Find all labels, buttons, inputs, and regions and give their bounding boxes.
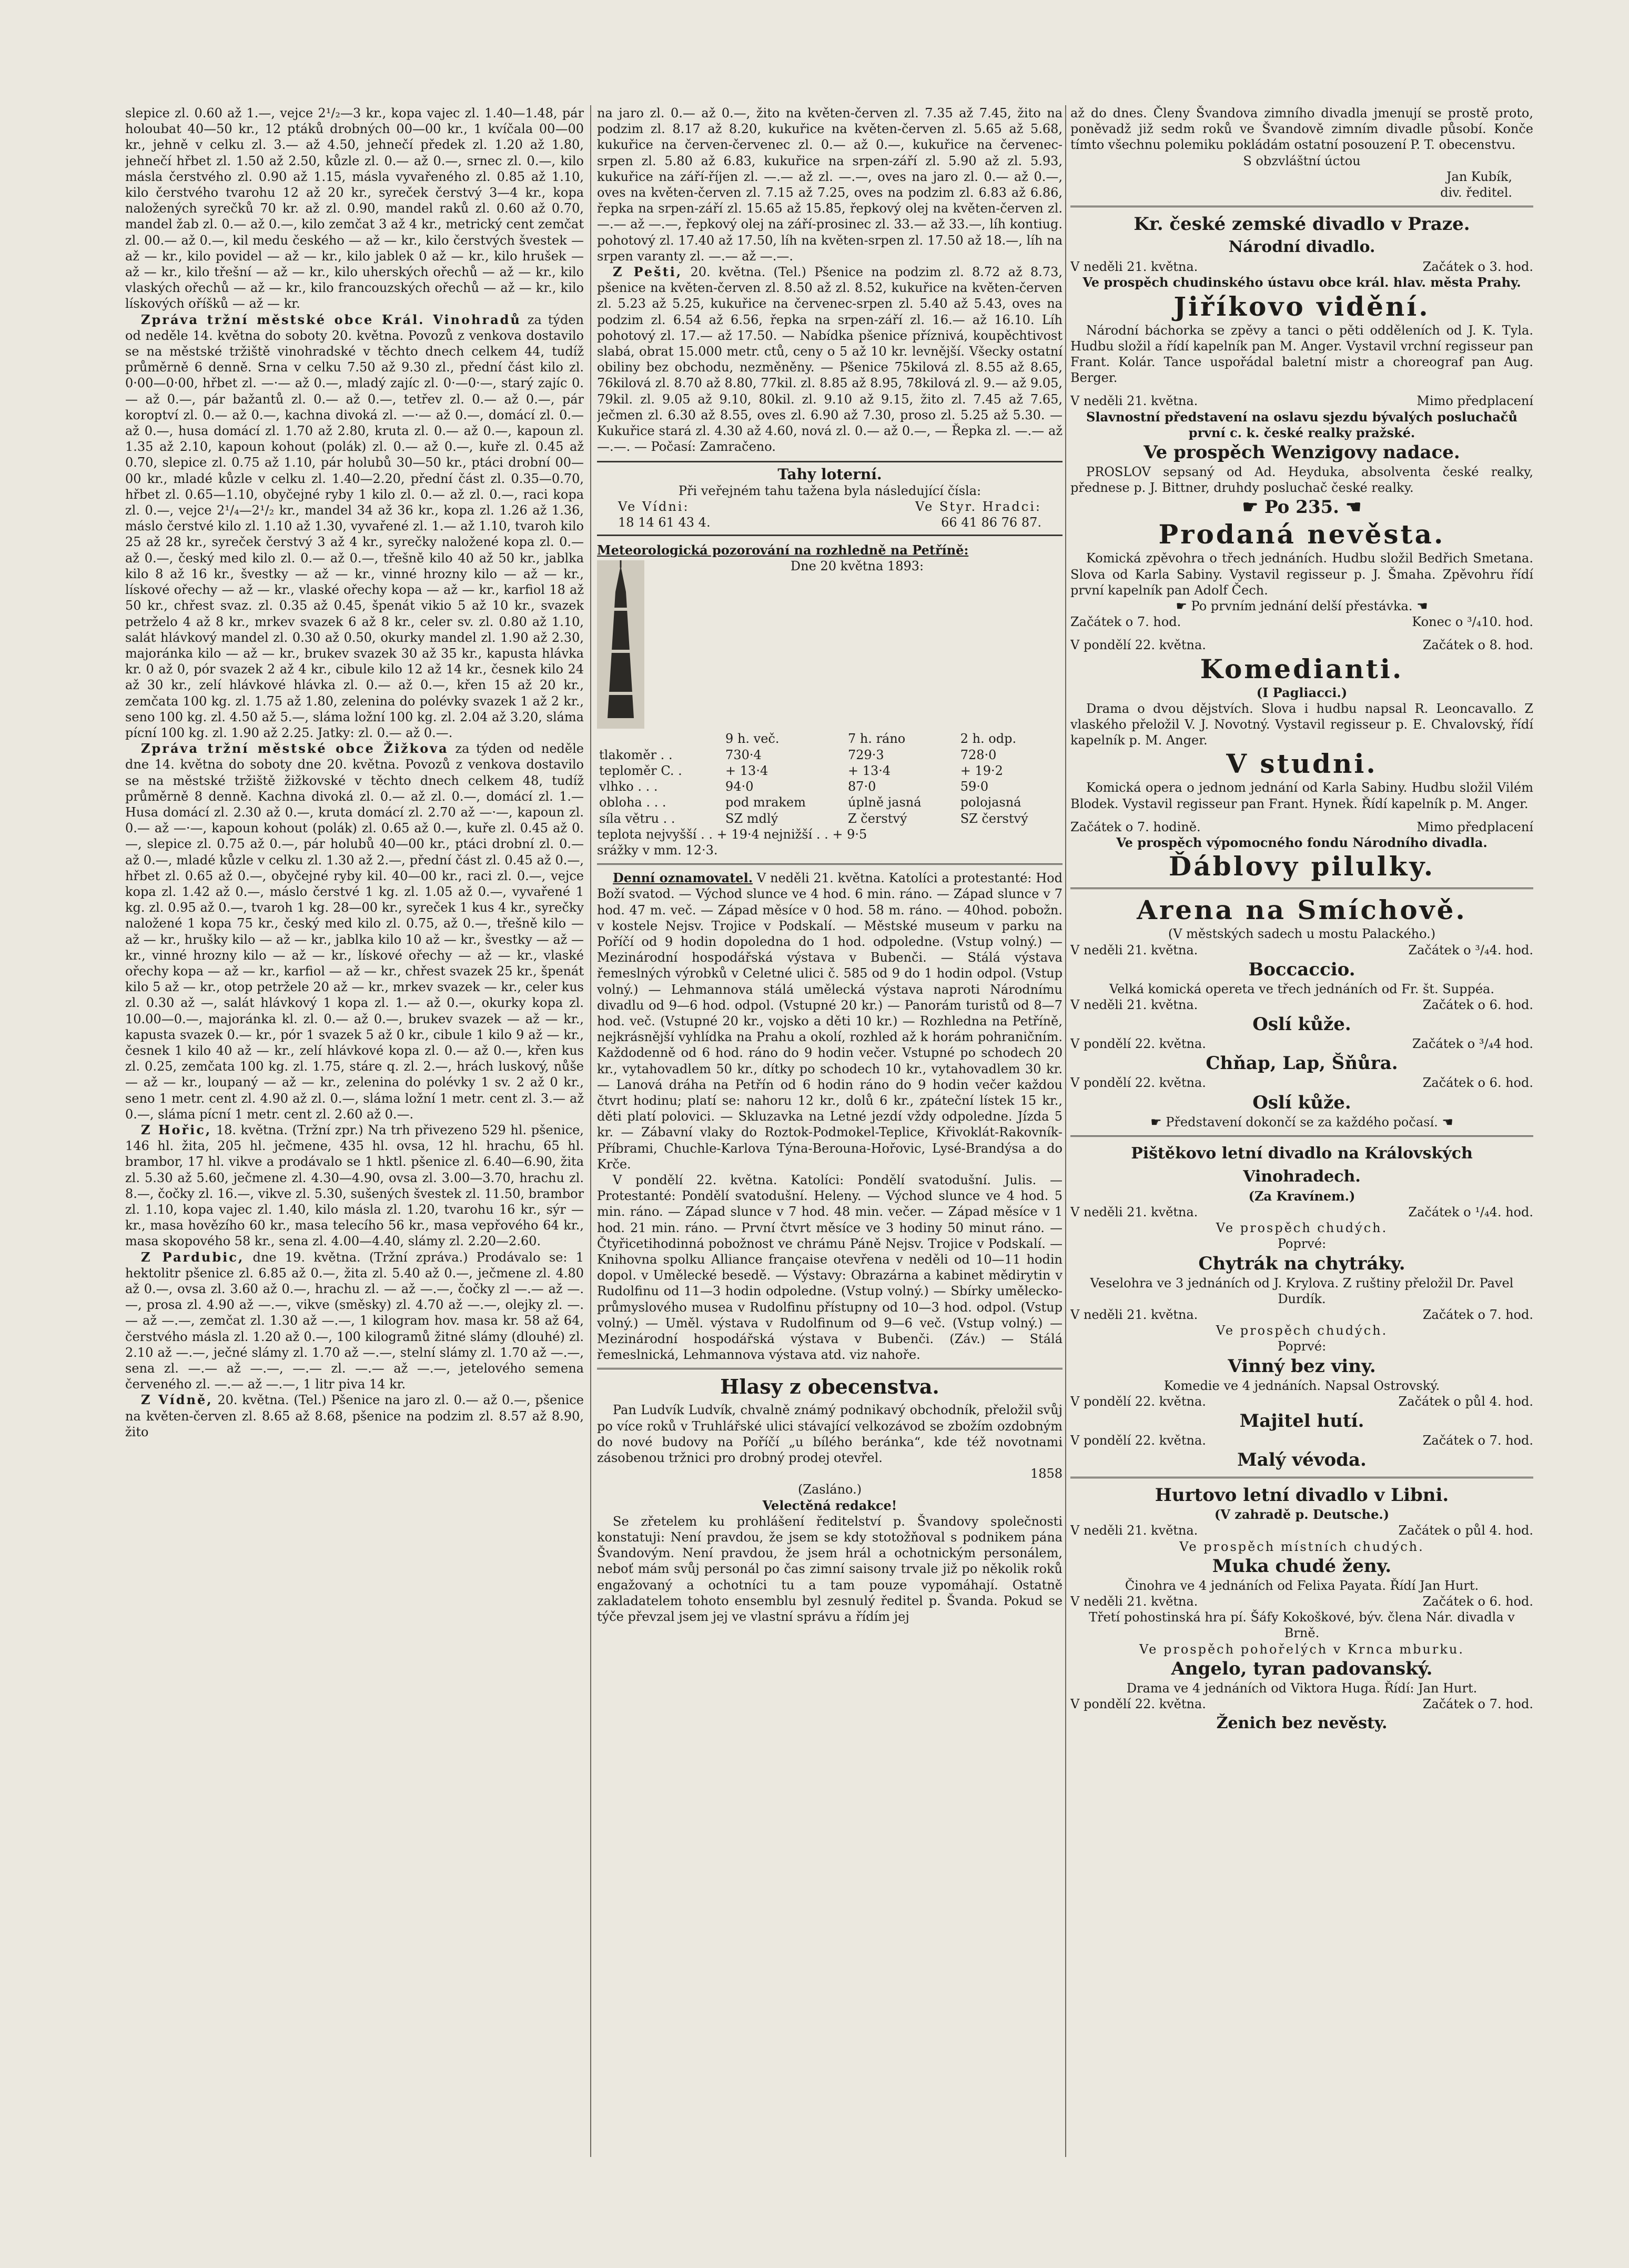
show-date: V pondělí 22. května. bbox=[1070, 1696, 1206, 1711]
show-time: Začátek o 7. hod. bbox=[1422, 1307, 1533, 1322]
show-date: V neděli 21. května. bbox=[1070, 259, 1198, 275]
show-time: Začátek o 7. hod. bbox=[1422, 1433, 1533, 1448]
show-title: Majitel hutí. bbox=[1239, 1410, 1364, 1432]
show-title: Malý vévoda. bbox=[1237, 1449, 1367, 1471]
lottery-vienna-label: Ve Vídni: bbox=[618, 499, 690, 514]
show-date: V pondělí 22. května. bbox=[1070, 1036, 1206, 1052]
show-time: Začátek o ³/₄4 hod. bbox=[1412, 1036, 1533, 1052]
show-note: Poprvé: bbox=[1277, 1236, 1327, 1252]
show-date: V neděli 21. května. bbox=[1070, 1204, 1198, 1219]
meteo-col-header: 7 h. ráno bbox=[847, 731, 906, 747]
table-row: obloha . . . pod mrakem úplně jasná polojasná bbox=[599, 795, 1021, 810]
column-divider bbox=[590, 105, 591, 2157]
show-date: V neděli 21. května. bbox=[1070, 1523, 1198, 1538]
show-date: V pondělí 22. května. bbox=[1070, 1394, 1206, 1409]
show-title: Ďáblovy pilulky. bbox=[1168, 851, 1435, 882]
show-note: Poprvé: bbox=[1277, 1339, 1327, 1354]
show-end: Konec o ³/₄10. hod. bbox=[1412, 614, 1533, 630]
section-heading: Z Pardubic, bbox=[141, 1249, 245, 1265]
meteo-table bbox=[597, 731, 1063, 826]
lottery-box bbox=[597, 461, 1063, 536]
column-theatre-listings bbox=[1070, 105, 1533, 2231]
meteo-section bbox=[597, 542, 1063, 858]
theatre-location: (Za Kravínem.) bbox=[1248, 1188, 1355, 1204]
show-time: Začátek o půl 4. hod. bbox=[1398, 1523, 1533, 1538]
letter-salutation: Velectěná redakce! bbox=[762, 1497, 897, 1513]
show-time: Začátek o 7. hodině. bbox=[1070, 819, 1201, 834]
show-note: Ve prospěch Wenzigovy nadace. bbox=[1144, 442, 1460, 463]
section-heading: Denní oznamovatel. bbox=[613, 870, 753, 886]
show-description: Třetí pohostinská hra pí. Šáfy Kokoškové, býv. člena Nár. divadla v Brně. bbox=[1089, 1610, 1515, 1641]
announcement-text: V neděli 21. května. Katolíci a protestanté: Hod Boží svatod. — Východ slunce ve 4 hod. 6 min. ráno. — Západ slunce v 7 hod. 47 m. več. — Západ měsíce v 0 hod. 58 m. ráno. — 40hod. pobožn. v kostele Nejsv. Trojice v Podskalí. — Městské museum v parku na Poříčí od 9 hodin dopoledna do 1 hod. odpoledne. (Vstup volný.) — Mezinárodní hospodářská výstava v Bubenči. — Stálá výstava řemeslných výrobků v Celetné ulici č. 585 od 9 do 1 hodin odpol. (Vstup volný.) — Lehmannova stálá umělecká výstava naproti Národnímu divadlu od 9—6 hod. odpol. (Vstupné 20 kr.) — Panorám turistů od 8—7 hod. več. (Vstupné 20 kr., vojsko a děti 10 kr.) — Rozhledna na Petříně, nejkrásnější vyhlídka na Prahu a okolí, rozhled až k horám pohraničním. Každodenně od 6 hod. ráno do 9 hodin večer. Vstupné po schodech 20 kr., vytahovadlem 50 kr., dítky po schodech 10 kr., vytahovadlem 30 kr. — Lanová dráha na Petřín od 6 hodin ráno do 9 hodin večer každou čtvrt hodinu; platí se: nahoru 12 kr., dolů 6 kr., zpáteční lístek 15 kr., děti platí polovici. — Skluzavka na Letné jezdí vždy odpoledne. Jízda 5 kr. — Zábavní vlaky do Roztok-Podmokel-Teplice, Křivoklát-Rakovník-Příbrami, Chuchle-Karlova Týna-Berouna-Hořovic, Lysé-Brandýsa a do Krče. bbox=[597, 871, 1063, 1172]
theatre-title: Pištěkovo letní divadlo na Královských Vinohradech. bbox=[1131, 1144, 1473, 1186]
show-date: V pondělí 22. května. bbox=[1070, 638, 1206, 653]
lottery-graz-numbers: 66 41 86 76 87. bbox=[941, 515, 1041, 530]
show-title: V studni. bbox=[1226, 748, 1378, 780]
section-heading: Z Hořic, bbox=[141, 1122, 212, 1137]
market-text: 20. května. (Tel.) Pšenice na podzim zl. 8.72 až 8.73, pšenice na květen-červen zl. 8.50 až zl. 8.52, kukuřice na květen-červen zl. 5.23 až 5.25, kukuřice na červenec-srpen zl. 5.40 až 5.43, oves na podzim zl. 6.54 až 6.56, řepka na srpen-září zl. 16.— až 16.10. Líh pohotový zl. 17.— až 17.50. — Nabídka pšenice příznivá, koupěchtivost slabá, obrat 15.000 metr. ctů, ceny o 5 až 10 kr. levnější. Všecky ostatní obiliny bez obchodu, nezměněny. — Pšenice 75kilová zl. 8.55 až 8.65, 76kilová zl. 8.70 až 8.80, 77kil. zl. 8.85 až 8.95, 78kilová zl. 9.— až 9.05, 79kil. zl. 9.05 až 9.10, 80kil. zl. 9.10 až 9.15, žito zl. 7.45 až 7.65, ječmen zl. 6.30 až 8.55, oves zl. 6.90 až 7.30, proso zl. 5.25 až 5.30. — Kukuřice stará zl. 4.30 až 4.60, nová zl. 0.— až 0.—, — Řepka zl. —.— až —.—. — Počasí: Zamračeno. bbox=[597, 265, 1063, 455]
column-markets-announcements bbox=[597, 105, 1063, 2231]
show-title: Komedianti. bbox=[1200, 653, 1404, 684]
show-time: Začátek o 6. hod. bbox=[1422, 1075, 1533, 1091]
table-row: vlhko . . . 94·0 87·0 59·0 bbox=[599, 779, 989, 794]
letter-text: Se zřetelem ku prohlášení ředitelství p. Švandovy společnosti konstatuji: Není pravdou, že jsem se kdy stotožňoval s podnikem pána Švandovým. Není pravdou, že jsem hrál a ochotnickým personálem, neboť mám svůj personál po čas zimní saisony trvale již po několik roků engažovaný a ochotníci tu a tam pouze vypomáhají. Ostatně zakladatelem tohoto ensemblu byl zesnulý ředitel p. Švanda. Pokud se týče převzal jsem jej ve vlastní správu a řídím jej bbox=[597, 1514, 1063, 1625]
show-date: V neděli 21. května. bbox=[1070, 997, 1198, 1012]
table-row: síla větru . . SZ mdlý Z čerstvý SZ čerstvý bbox=[599, 811, 1028, 826]
zaslano-label: (Zasláno.) bbox=[797, 1482, 862, 1497]
show-description: Činohra ve 4 jednáních od Felixa Payata. Řídí Jan Hurt. bbox=[1125, 1578, 1479, 1593]
show-date: V neděli 21. května. bbox=[1070, 394, 1198, 409]
letter-signature: Jan Kubík, bbox=[1446, 169, 1512, 184]
theatre-location: (V městských sadech u mostu Palackého.) bbox=[1168, 926, 1436, 942]
section-heading: Z Pešti, bbox=[613, 264, 683, 280]
show-description: Drama o dvou dějstvích. Slova i hudbu napsal R. Leoncavallo. Z vlaského přeložil V. J. Novotný. Vystavil regisseur p. E. Chvalovský, řídí kapelník p. M. Anger. bbox=[1070, 701, 1533, 748]
section-heading: Z Vídně, bbox=[141, 1392, 213, 1408]
show-description: Drama ve 4 jednáních od Viktora Huga. Řídí: Jan Hurt. bbox=[1126, 1680, 1478, 1696]
show-note: Mimo předplacení bbox=[1416, 819, 1533, 834]
table-row: teploměr C. . + 13·4 + 13·4 + 19·2 bbox=[599, 763, 1003, 778]
show-title: Oslí kůže. bbox=[1252, 1014, 1351, 1035]
letter-signature-title: div. ředitel. bbox=[1440, 185, 1512, 200]
show-note: Ve prospěch chudinského ústavu obce král. hlav. města Prahy. bbox=[1082, 275, 1521, 290]
section-heading: Zpráva tržní městské obce Král. Vinohradů bbox=[141, 311, 521, 327]
meteo-date: Dne 20 května 1893: bbox=[790, 559, 924, 574]
show-title: Chytrák na chytráky. bbox=[1198, 1253, 1405, 1274]
meteo-col-header: 9 h. več. bbox=[725, 731, 780, 747]
letter-closing: S obzvláštní úctou bbox=[1243, 153, 1361, 168]
letter-text: až do dnes. Členy Švandova zimního divadla jmenují se prostě proto, poněvadž již sedm roků ve Švandově zimním divadle působí. Konče tímto všechnu polemiku pokládám ostatní posouzení P. T. obecenstvu. bbox=[1070, 106, 1533, 153]
show-description: PROSLOV sepsaný od Ad. Heyduka, absolventa české realky, přednese p. J. Bittner, druhdy posluchač české realky. bbox=[1070, 465, 1533, 496]
show-note: Ve prospěch místních chudých. bbox=[1179, 1539, 1424, 1554]
theatre-title: Kr. české zemské divadlo v Praze. bbox=[1134, 214, 1470, 235]
petrin-tower-icon bbox=[597, 560, 644, 729]
show-note: Ve prospěch chudých. bbox=[1216, 1221, 1388, 1236]
theatre-subtitle: Národní divadlo. bbox=[1228, 238, 1375, 257]
show-note: Ve prospěch pohořelých v Krnca mburku. bbox=[1139, 1641, 1464, 1657]
show-title: Boccaccio. bbox=[1248, 959, 1355, 980]
show-subtitle: (I Pagliacci.) bbox=[1256, 684, 1348, 700]
announcement-text: V pondělí 22. května. Katolíci: Pondělí svatodušní. Julis. — Protestanté: Pondělí svatodušní. Heleny. — Východ slunce ve 4 hod. 5 min. ráno. — Západ slunce v 7 hod. 48 min. večer. — Západ měsíce v 1 hod. 21 min. ráno. — První čtvrt měsíce ve 3 hodiny 50 minut ráno. — Čtyřicetihodinná pobožnost ve chrámu Páně Nejsv. Trojice v Podskalí. — Knihovna spolku Alliance française otevřena v neděli od 10—11 hodin dopol. v Umělecké besedě. — Výstavy: Obrazárna a kabinet mědirytin v Rudolfinu od 11—3 hodin odpoledne. (Vstup volný.) — Sbírky umělecko-průmyslového musea v Rudolfinu přístupny od 10—3 hod. odpol. (Vstup volný.) — Uměl. výstava v Rudolfinum od 9—6 več. (Vstup volný.) — Mezinárodní hospodářská výstava v Bubenči. (Záv.) — Stálá řemeslnická, Lehmannova výstava atd. viz nahoře. bbox=[597, 1172, 1063, 1363]
theatre-location: (V zahradě p. Deutsche.) bbox=[1214, 1507, 1390, 1523]
show-title: Angelo, tyran padovanský. bbox=[1171, 1658, 1433, 1679]
market-text: 18. května. (Tržní zpr.) Na trh přivezeno 529 hl. pšenice, 146 hl. žita, 205 hl. ječmene, 435 hl. ovsa, 12 hl. hrachu, 65 hl. brambor, 17 hl. vikve a prodávalo se 1 hktl. pšenice zl. 6.40—6.90, žita zl. 5.30 až 5.60, ječmene zl. 4.30—4.90, ovsa zl. 3.00—3.70, hrachu zl. 8.—, čočky zl. 16.—, vikve zl. 5.30, sušených švestek zl. 11.50, brambor zl. 1.10, kopa vajec zl. 1.40, kilo másla zl. 1.20, tvarohu 16 kr., sýr — kr., masa hovězího 60 kr., masa telecího 56 kr., masa vepřového 64 kr., masa skopového 58 kr., sena zl. 4.00—4.40, slámy zl. 2.20—2.60. bbox=[125, 1123, 584, 1249]
theatre-title: Hurtovo letní divadlo v Libni. bbox=[1155, 1485, 1449, 1506]
market-text: za týden od neděle dne 14. května do soboty dne 20. května. Povozů z venkova dostavilo se na městské tržiště žižkovské v těchto dnech celkem 48, tudíž průměrně 8 denně. Kachna divoká zl. 0.— až zl. 0.—, domácí zl. 1.— Husa domácí zl. 2.30 až 0.—, kruta domácí zl. 2.70 až —·—, kapoun zl. 0.— až —·—, kapoun kohout (polák) zl. 0.65 až 0.—, kuře zl. 0.45 až 0.—, slepice zl. 0.75 až 0.—, pár holubů 40—00 kr., ptáci drobní zl. 0.— až 0.—, mladé kůzle v celku zl. 1.30 až 2.—, přední část zl. 0.45 až 0.—, hřbet zl. 0.65 až 0.—, obyčejné ryby kil. 40—00 kr., raci zl. 0.—, vejce kopa zl. 1.42 až 0.—, máslo čerstvé 1 kg. zl. 1.05 až 0.—, vyvařené 1 kg. zl. 0.95 až 0.—, tvaroh 1 kg. 28—00 kr., syreček 1 kus 4 kr., syrečky naložené 1 kopa 75 kr., český med kilo zl. 0.75, až 0.—, třešně kilo — až — kr., hrušky kilo — až — kr., jablka kilo 10 až — kr., švestky — až — kr., vinné hrozny kilo — až — kr., lískové ořechy — až — kr., vlaské ořechy kopa — až — kr., karfiol — až — kr., chřest svazek 25 kr., špenát kilo 5 až — kr., otop petržele 20 až — kr., mrkev svazek — kr., celer kus zl. 0.30 až —, salát hlávkový 1 kopa zl. 1.— až 0.—, okurky kopa zl. 10.00—0.—, majoránka kl. zl. 0.— až 0.—, brukev svazek — až — kr., kapusta svazek 0.— kr., pór 1 svazek 5 až 0 kr., cibule 1 kilo 9 až — kr., česnek 1 kilo 40 až — kr., zelí hlávkové kopa zl. 0.— až 0.—, křen kus zl. 0.25, zemčata 100 kg. zl. 1.75, stáre q. zl. 2.—, hrách luskový, nůše — až — kr., loupaný — až — kr., zelenina do polévky 1 sv. 2 až 0 kr., seno 1 metr. cent zl. 4.90 až zl. 0.—, sláma ložní 1 metr. cent zl. 3.— až 0.—, sláma pícní 1 metr. cent zl. 2.60 až 0.—. bbox=[125, 741, 584, 1122]
show-description: Komedie ve 4 jednáních. Napsal Ostrovský. bbox=[1163, 1378, 1440, 1393]
meteo-col-header: 2 h. odp. bbox=[960, 731, 1017, 747]
show-date: V neděli 21. května. bbox=[1070, 1594, 1198, 1609]
lottery-title: Tahy loterní. bbox=[777, 466, 882, 483]
show-title: Vinný bez viny. bbox=[1228, 1355, 1376, 1377]
market-text: 20. května. (Tel.) Pšenice na jaro zl. 0.— až 0.—, pšenice na květen-červen zl. 8.65 až 8.68, pšenice na podzim zl. 8.57 až 8.90, žito bbox=[125, 1393, 584, 1439]
meteo-temperature: teplota nejvyšší . . + 19·4 nejnižší . . + 9·5 bbox=[597, 826, 867, 842]
show-title: Prodaná nevěsta. bbox=[1158, 519, 1445, 550]
show-title: Oslí kůže. bbox=[1252, 1092, 1351, 1113]
show-time: Začátek o půl 4. hod. bbox=[1398, 1394, 1533, 1409]
lottery-graz-label: Ve Styr. Hradci: bbox=[915, 499, 1041, 514]
show-note: Slavnostní představení na oslavu sjezdu bývalých posluchačů první c. k. české realky pražské. bbox=[1086, 409, 1517, 440]
meteo-rain: srážky v mm. 12·3. bbox=[597, 842, 718, 858]
market-text: dne 19. května. (Tržní zpráva.) Prodávalo se: 1 hektolitr pšenice zl. 6.85 až 0.—, žita zl. 5.40 až 0.—, ječmene zl. 4.80 až 0.—, ovsa zl. 3.60 až 0.—, hrachu zl. — až —.—, čočky zl —.— až —.—, prosa zl. 4.90 až —.—, vikve (směsky) zl. 4.70 až —.—, olejky zl. —.— až —.—, zemčat zl. 1.30 až —.—, 1 kilogram hov. masa kr. 58 až 64, čerstvého másla zl. 1.20 až 0.—, 100 kilogramů žitné slámy (dlouhé) zl. 2.10 až —.—, ječné slámy zl. 1.70 až —.—, stelní slámy zl. 1.70 až —.—, sena zl. —.— až —.—, —.— zl. —.— až —.—, jetelového semena červeného zl. —.— až —.—, 1 litr piva 14 kr. bbox=[125, 1249, 584, 1392]
section-heading: Hlasy z obecenstva. bbox=[720, 1375, 939, 1399]
meteo-title: Meteorologická pozorování na rozhledně na Petříně: bbox=[597, 542, 969, 558]
show-time: Začátek o ¹/₄4. hod. bbox=[1408, 1204, 1533, 1219]
show-note: Ve prospěch výpomocného fondu Národního divadla. bbox=[1116, 835, 1488, 851]
reference-number: 1858 bbox=[1030, 1466, 1063, 1481]
show-title: Jiříkovo vidění. bbox=[1173, 290, 1430, 322]
table-row: tlakoměr . . 730·4 729·3 728·0 bbox=[599, 747, 997, 762]
show-title: Chňap, Lap, Šňůra. bbox=[1206, 1053, 1398, 1074]
show-time: Začátek o 6. hod. bbox=[1422, 1594, 1533, 1609]
show-time: Začátek o 7. hod. bbox=[1070, 614, 1181, 630]
lottery-intro: Při veřejném tahu tažena byla následující čísla: bbox=[678, 483, 982, 498]
show-description: Komická opera o jednom jednání od Karla Sabiny. Hudbu složil Vilém Blodek. Vystavil regisseur pan Frant. Hynek. Řídí kapelník p. M. Anger. bbox=[1070, 780, 1533, 811]
show-date: V neděli 21. května. bbox=[1070, 942, 1198, 957]
show-title: Ženich bez nevěsty. bbox=[1216, 1714, 1388, 1733]
show-description: Národní báchorka se zpěvy a tanci o pěti odděleních od J. K. Tyla. Hudbu složil a řídí kapelník pan M. Anger. Vystavil vrchní regisseur pan Frant. Kolár. Tance uspořádal baletní mistr a choreograf pan Aug. Berger. bbox=[1070, 322, 1533, 386]
lottery-vienna-numbers: 18 14 61 43 4. bbox=[618, 515, 711, 530]
market-text: na jaro zl. 0.— až 0.—, žito na květen-červen zl. 7.35 až 7.45, žito na podzim zl. 8.17 až 8.20, kukuřice na květen-červen zl. 5.65 až 5.68, kukuřice na červen-červenec zl. 0.— až 0.—, kukuřice na červenec-srpen zl. 5.80 až 6.83, kukuřice na srpen-září zl. 5.90 až zl. 5.93, kukuřice na září-říjen zl. —.— až zl. —.—, oves na jaro zl. 0.— až 0.—, oves na květen-červen zl. 7.15 až 7.25, oves na podzim zl. 6.83 až 6.86, řepka na srpen-září zl. 15.65 až 15.85, řepkový olej na květen-červen zl. —.— až —.—, řepkový olej na září-prosinec zl. 33.— až 33.—, líh kontiug. pohotový zl. 17.40 až 17.50, líh na květen-srpen zl. 17.50 až 18.—, líh na srpen varanty zl. —.— až —.—. bbox=[597, 106, 1063, 264]
show-note: Ve prospěch chudých. bbox=[1216, 1323, 1388, 1338]
theatre-title: Arena na Smíchově. bbox=[1137, 894, 1467, 926]
show-time: Začátek o 6. hod. bbox=[1422, 997, 1533, 1012]
show-time: Začátek o 8. hod. bbox=[1422, 638, 1533, 653]
show-date: V pondělí 22. května. bbox=[1070, 1433, 1206, 1448]
letter-text: Pan Ludvík Ludvík, chvalně známý podnikavý obchodník, přeložil svůj po více roků v Truhlářské ulici stávající velkozávod se zbožím ozdobným do nové budovy na Poříčí „u bílého beránka“, kde též novotnami zásobenou tržnici pro drobný prodej otevřel. bbox=[597, 1403, 1063, 1466]
show-time: Začátek o ³/₄4. hod. bbox=[1408, 942, 1533, 957]
show-date: V pondělí 22. května. bbox=[1070, 1075, 1206, 1091]
section-heading: Zpráva tržní městské obce Žižkova bbox=[141, 741, 449, 757]
column-market-reports bbox=[125, 105, 584, 2231]
show-date: V neděli 21. května. bbox=[1070, 1307, 1198, 1322]
show-time: Začátek o 7. hod. bbox=[1422, 1696, 1533, 1711]
show-title: Muka chudé ženy. bbox=[1212, 1555, 1392, 1577]
show-description: Komická zpěvohra o třech jednáních. Hudbu složil Bedřich Smetana. Slova od Karla Sabiny. Vystavil regisseur p. J. Šmaha. Zpěvohru řídí první kapelník pan Adolf Čech. bbox=[1070, 551, 1533, 598]
show-note: ☛ Představení dokončí se za každého počasí. ☚ bbox=[1150, 1114, 1453, 1130]
show-note: ☛ Po prvním jednání delší přestávka. ☚ bbox=[1176, 599, 1428, 614]
show-description: Veselohra ve 3 jednáních od J. Krylova. Z ruštiny přeložil Dr. Pavel Durdík. bbox=[1090, 1275, 1514, 1306]
market-text: slepice zl. 0.60 až 1.—, vejce 2¹/₂—3 kr., kopa vajec zl. 1.40—1.48, pár holoubat 40—50 kr., 12 ptáků drobných 00—00 kr., 1 kvíčala 00—00 kr., jehně v celku zl. 3.— až 4.50, jehnečí předek zl. 1.20 až 1.80, jehnečí hřbet zl. 1.50 až 2.50, kůzle zl. 0.— až 0.—, srnec zl. 0.—, kilo másla čerstvého zl. 0.90 až 1.15, másla vyvařeného zl. 0.85 až 1.10, kilo čerstvého tvarohu 12 až 20 kr., syreček čerstvý 3—4 kr., kopa naložených syrečků 70 kr. až zl. 0.90, mandel raků zl. 0.60 až 0.70, mandel žab zl. 0.— až 0.—, kilo zemčat 3 až 4 kr., metrický cent zemčat zl. 00.— až 0.—, kil medu českého — až — kr., kilo čerstvých švestek — až — kr., kilo povidel — až — kr., kilo jablek 0 až — kr., kilo hrušek — až — kr., kilo třešní — až — kr., kilo uherských ořechů — až — kr., kilo vlaských ořechů — až — kr., kilo francouzských ořechů — až — kr., kilo lískových oříšků — až — kr. bbox=[125, 106, 584, 311]
market-text: za týden od neděle 14. května do soboty 20. května. Povozů z venkova dostavilo se na městské tržiště vinohradské v těchto dnech celkem 44, tudíž průměrně 6 denně. Srna v celku 7.50 až 9.30 zl., přední část kilo zl. 0·00—0·00, hřbet zl. —·— až 0.—, mladý zajíc zl. 0·—0·—, starý zajíc 0.— až 0.—, pár bažantů zl. 0.— až 0.—, tetřev zl. 0.— až 0.—, pár koroptví zl. 0.— až 0.—, kachna divoká zl. —·— až 0.—, domácí zl. 0.— až 0.—, husa domácí zl. 1.70 až 2.80, kruta zl. 0.— až 0.—, kapoun zl. 1.35 až 2.10, kapoun kohout (polák) zl. 0.— až 0.—, kuře zl. 0.45 až 0.70, slepice zl. 0.75 až 1.10, pár holubů 30—50 kr., ptáci drobní 00—00 kr., mladé kůzle v celku zl. 1.40—2.20, přední část zl. 0.35—0.70, hřbet zl. 0.65—1.10, obyčejné ryby 1 kilo zl. 0.— až zl. 0.—, raci kopa zl. 0.—, vejce 2¹/₄—2¹/₂ kr., mandel 34 až 36 kr., kopa zl. 1.26 až 1.36, máslo čerstvé kilo zl. 1.10 až 1.30, vyvařené zl. 1.— až 1.10, tvaroh kilo 25 až 28 kr., syreček čerstvý 3 až 4 kr., syrečky naložené kopa zl. 0.— až 0.—, český med kilo zl. 0.— až 0.—, třešně kilo 40 až 50 kr., jablka kilo 8 až 16 kr., švestky — až — kr., vinné hrozny kilo — až — kr., lískové ořechy — až — kr., vlaské ořechy kopa — až — kr., karfiol 18 až 50 kr., chřest svaz. zl. 0.35 až 0.45, špenát vikio 5 až 10 kr., svazek petrželo 4 až 8 kr., mrkev svazek 6 až 8 kr., celer sv. zl. 0.80 až 1.10, salát hlávkový mandel zl. 0.30 až 0.50, okurky mandel zl. 1.90 až 2.30, majoránka kilo — až — kr., brukev svazek 30 až 35 kr., kapusta hlávka kr. 0 až 0, pór svazek 2 až 4 kr., cibule kilo 12 až 14 kr., česnek kilo 24 až 30 kr., zelí hlávkové hlávka zl. 0.— až 0.—, křen 15 až 20 kr., zemčata 100 kg. zl. 1.75 až 1.80, zelenina do polévky svazek 1 až 2 kr., seno 100 kg. zl. 4.50 až 5.—, sláma ložní 100 kg. zl. 2.04 až 3.20, sláma pícní 100 kg. zl. 1.90 až 2.25. Jatky: zl. 0.— až 0.—. bbox=[125, 312, 584, 740]
performance-count: ☛ Po 235. ☚ bbox=[1242, 497, 1362, 518]
show-time: Mimo předplacení bbox=[1416, 394, 1533, 409]
column-divider bbox=[1065, 105, 1066, 2157]
show-description: Velká komická opereta ve třech jednáních od Fr. št. Suppéa. bbox=[1109, 981, 1494, 996]
show-time: Začátek o 3. hod. bbox=[1422, 259, 1533, 275]
